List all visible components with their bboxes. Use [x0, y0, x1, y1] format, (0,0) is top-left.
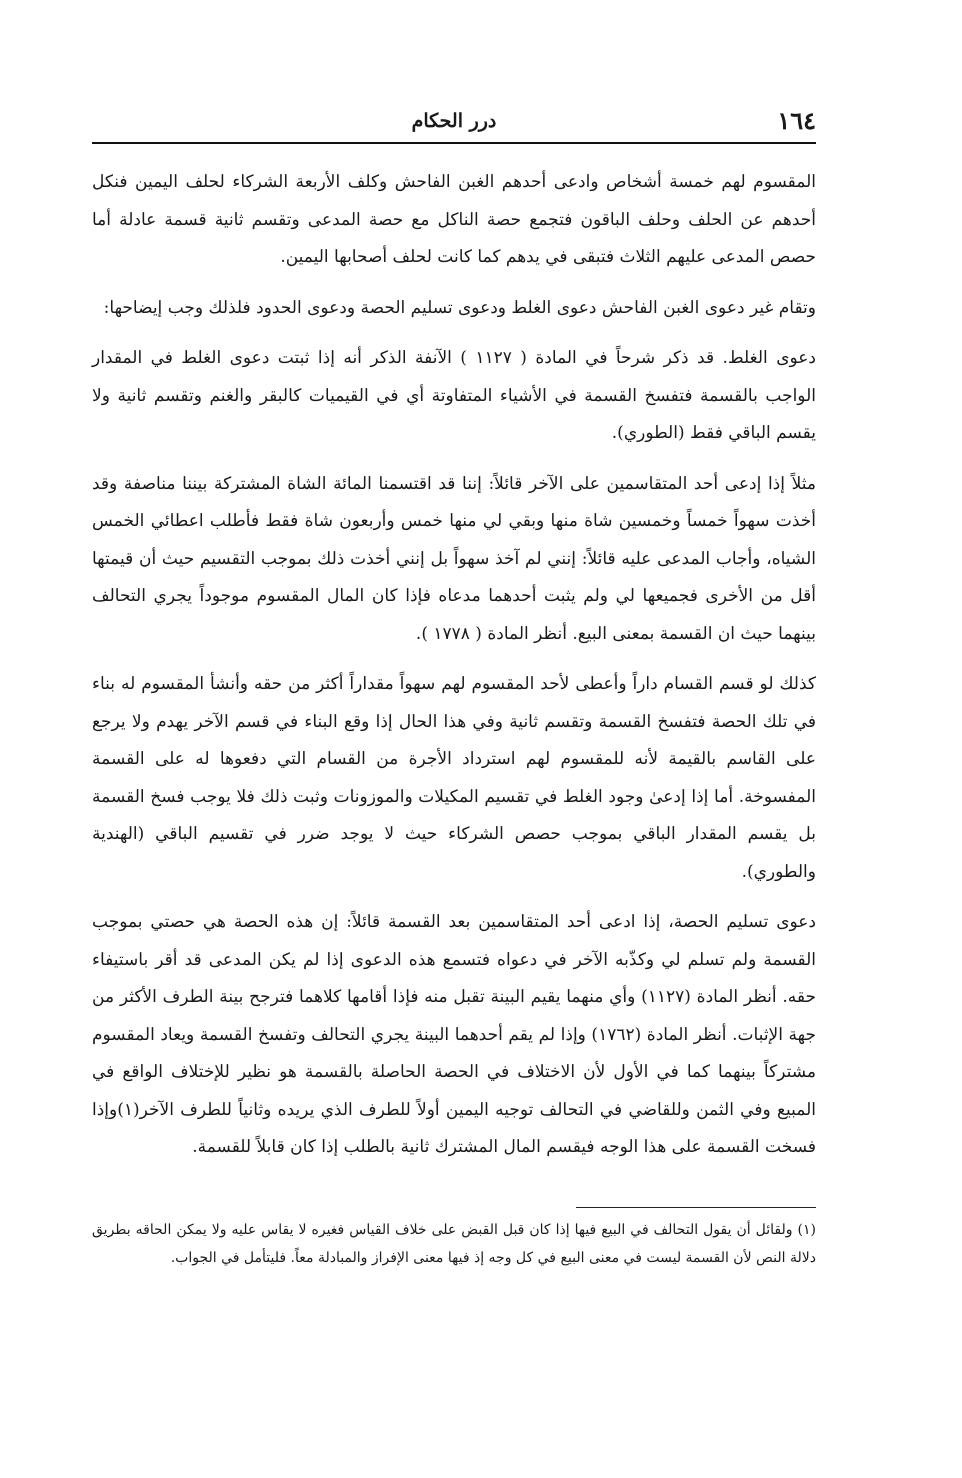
paragraph-4: مثلاً إذا إدعى أحد المتقاسمين على الآخر قائلاً: إننا قد اقتسمنا المائة الشاة المشتركة بيننا مناصفة وقد أخذت سهواً خمساً وخمسين شاة منها وبقي لي منها خمس وأربعون شاة فقط فأطلب اعطائي الخمس الشياه، وأجاب المدعى عليه قائلاً: إنني لم آخذ سهواً بل إنني أخذت ذلك بموجب التقسيم حيث أن قيمتها أقل من الأخرى فجميعها لي ولم يثبت أحدهما مدعاه فإذا كان المال المقسوم موجوداً يجري التحالف بينهما حيث ان القسمة بمعنى البيع. أنظر المادة ( ١٧٧٨ ). — [92, 473, 816, 644]
paragraph-1: المقسوم لهم خمسة أشخاص وادعى أحدهم الغبن الفاحش وكلف الأربعة الشركاء لحلف اليمين فنكل أحدهم عن الحلف وحلف الباقون فتجمع حصة الناكل مع حصة المدعى وتقسم ثانية قسمة عادلة أما حصص المدعى عليهم الثلاث فتبقى في يدهم كما كانت لحلف أصحابها اليمين. — [92, 172, 816, 267]
document-page — [92, 100, 816, 1286]
paragraph-6: دعوى تسليم الحصة، إذا ادعى أحد المتقاسمين بعد القسمة قائلاً: إن هذه الحصة هي حصتي بموجب القسمة ولم تسلم لي وكذّبه الآخر في دعواه فتسمع هذه الدعوى إذا لم يكن المدعى قد أقر باستيفاء حقه. أنظر المادة (١١٢٧) وأي منهما يقيم البينة تقبل منه فإذا أقامها كلاهما فترجح بينة الطرف الأكثر من جهة الإثبات. أنظر المادة (١٧٦٢) وإذا لم يقم أحدهما البينة يجري التحالف وتفسخ القسمة ويعاد المقسوم مشتركاً بينهما كما في الأول لأن الاختلاف في الحصة الحاصلة بالقسمة هو نظير للإختلاف الواقع في المبيع وفي الثمن وللقاضي في التحالف توجيه اليمين أولاً للطرف الذي يريده وثانياً للطرف الآخر(١)وإذا فسخت القسمة على هذا الوجه فيقسم المال المشترك ثانية بالطلب إذا كان قابلاً للقسمة. — [92, 912, 817, 1157]
page-header — [92, 100, 816, 144]
running-title: درر الحكام — [411, 110, 497, 132]
paragraph-3: دعوى الغلط. قد ذكر شرحاً في المادة ( ١١٢٧ ) الآنفة الذكر أنه إذا ثبتت دعوى الغلط في المقدار الواجب بالقسمة فتفسخ القسمة في الأشياء المتفاوتة أي في القيميات كالبقر والغنم وتقسم ثانية ولا يقسم الباقي فقط (الطوري). — [92, 348, 816, 443]
paragraph-5: كذلك لو قسم القسام داراً وأعطى لأحد المقسوم لهم سهواً مقداراً أكثر من حقه وأنشأ المقسوم له بناء في تلك الحصة فتفسخ القسمة وتقسم ثانية وفي هذا الحال إذا وقع البناء في قسم الآخر يهدم ولا يرجع على القاسم بالقيمة لأنه للمقسوم لهم استرداد الأجرة من القسام التي دفعوها له على القسمة المفسوخة. أما إذا إدعىٰ وجود الغلط في تقسيم المكيلات والموزونات وثبت ذلك فلا يوجب فسخ القسمة بل يقسم المقدار الباقي بموجب حصص الشركاء حيث لا يوجد ضرر في تقسيم الباقي (الهندية والطوري). — [92, 674, 816, 882]
footnote-rule — [576, 1207, 816, 1208]
paragraph-2: وتقام غير دعوى الغبن الفاحش دعوى الغلط ودعوى تسليم الحصة ودعوى الحدود فلذلك وجب إيضاحها: — [103, 297, 816, 318]
footnote: (١) ولقائل أن يقول التحالف في البيع فيها إذا كان قبل القبض على خلاف القياس فغيره لا يقاس عليه ولا يمكن الحاقه بطريق دلالة النص لأن القسمة ليست في معنى البيع في كل وجه إذ فيها معنى الإفراز والمبادلة معاً. فليتأمل في الجواب. — [92, 1221, 816, 1266]
header-rule — [92, 142, 816, 144]
page-number: ١٦٤ — [777, 106, 816, 135]
body-text — [92, 164, 816, 1167]
